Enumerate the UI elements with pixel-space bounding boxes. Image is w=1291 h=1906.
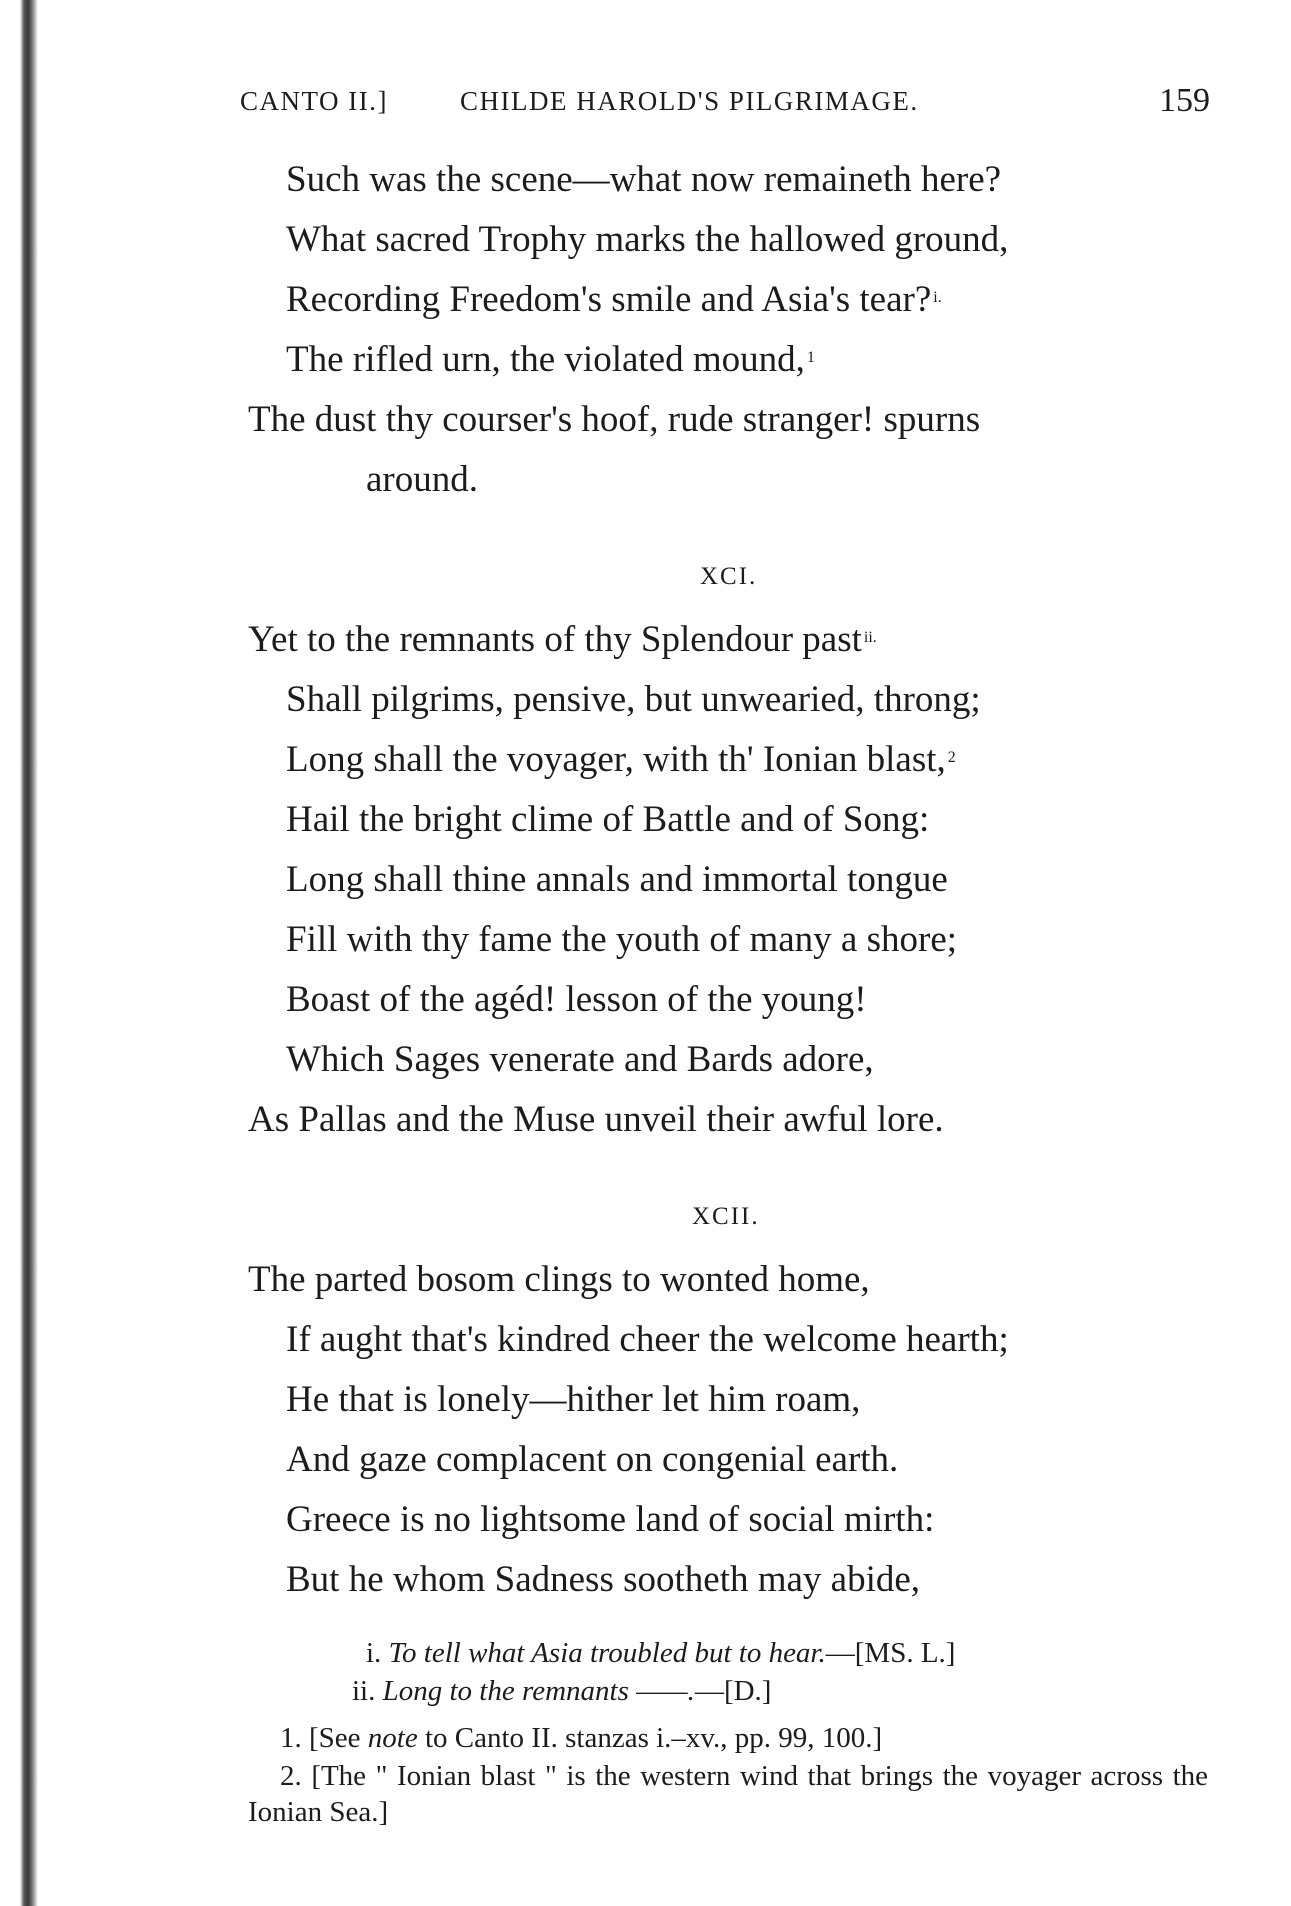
verse-line: Fill with thy fame the youth of many a shore; (286, 919, 958, 960)
verse-line: Yet to the remnants of thy Splendour past $^{ii.}$ (248, 619, 877, 660)
running-header (240, 82, 1210, 126)
note-mark: i. (933, 289, 942, 306)
page-number: 159 (1159, 82, 1210, 119)
verse-line: If aught that's kindred cheer the welcome hearth; (286, 1319, 1009, 1360)
note-mark: ii. (863, 629, 877, 646)
verse-line: Greece is no lightsome land of social mirth: (286, 1499, 935, 1540)
variant-note: ii. Long to the remnants ——.—[D.] (352, 1675, 772, 1707)
footnote-mark: 2 (947, 749, 956, 766)
verse-line: But he whom Sadness sootheth may abide, (286, 1559, 921, 1600)
footnote: 1. [See note to Canto II. stanzas i.–xv., pp. 99, 100.] (280, 1722, 883, 1754)
verse-line: Hail the bright clime of Battle and of Song: (286, 799, 930, 840)
verse-line: Shall pilgrims, pensive, but unwearied, throng; (286, 679, 981, 720)
verse-line: The dust thy courser's hoof, rude stranger! spurns (248, 399, 981, 440)
stanza-number: XCII. (692, 1203, 760, 1230)
verse-line: What sacred Trophy marks the hallowed ground, (286, 219, 1009, 260)
variant-note: i. To tell what Asia troubled but to hear.—[MS. L.] (366, 1637, 956, 1669)
verse-line: He that is lonely—hither let him roam, (286, 1379, 861, 1420)
verse-line-turnover: around. (366, 459, 478, 500)
header-canto: CANTO II.] (240, 86, 388, 116)
verse-line: Recording Freedom's smile and Asia's tear? $^{i.}$ (286, 279, 942, 320)
verse-line: And gaze complacent on congenial earth. (286, 1439, 899, 1480)
verse-line: As Pallas and the Muse unveil their awful lore. (248, 1099, 944, 1140)
footnote: 2. [The " Ionian blast " is the western wind that brings the voyager across the Ionian Sea.] (248, 1760, 1209, 1828)
footnote-mark: 1 (806, 349, 815, 366)
verse-line: Which Sages venerate and Bards adore, (286, 1039, 874, 1080)
verse-line: Long shall thine annals and immortal tongue (286, 859, 948, 900)
stanza-number: XCI. (700, 563, 758, 590)
header-title: CHILDE HAROLD'S PILGRIMAGE. (460, 86, 919, 116)
verse-line: Such was the scene—what now remaineth here? (286, 159, 1002, 200)
verse-line: The parted bosom clings to wonted home, (248, 1259, 870, 1300)
verse-line: Boast of the agéd! lesson of the young! (286, 979, 867, 1020)
verse-line: The rifled urn, the violated mound, $^1$ (286, 339, 815, 380)
verse-line: Long shall the voyager, with th' Ionian blast, $^2$ (286, 739, 956, 780)
